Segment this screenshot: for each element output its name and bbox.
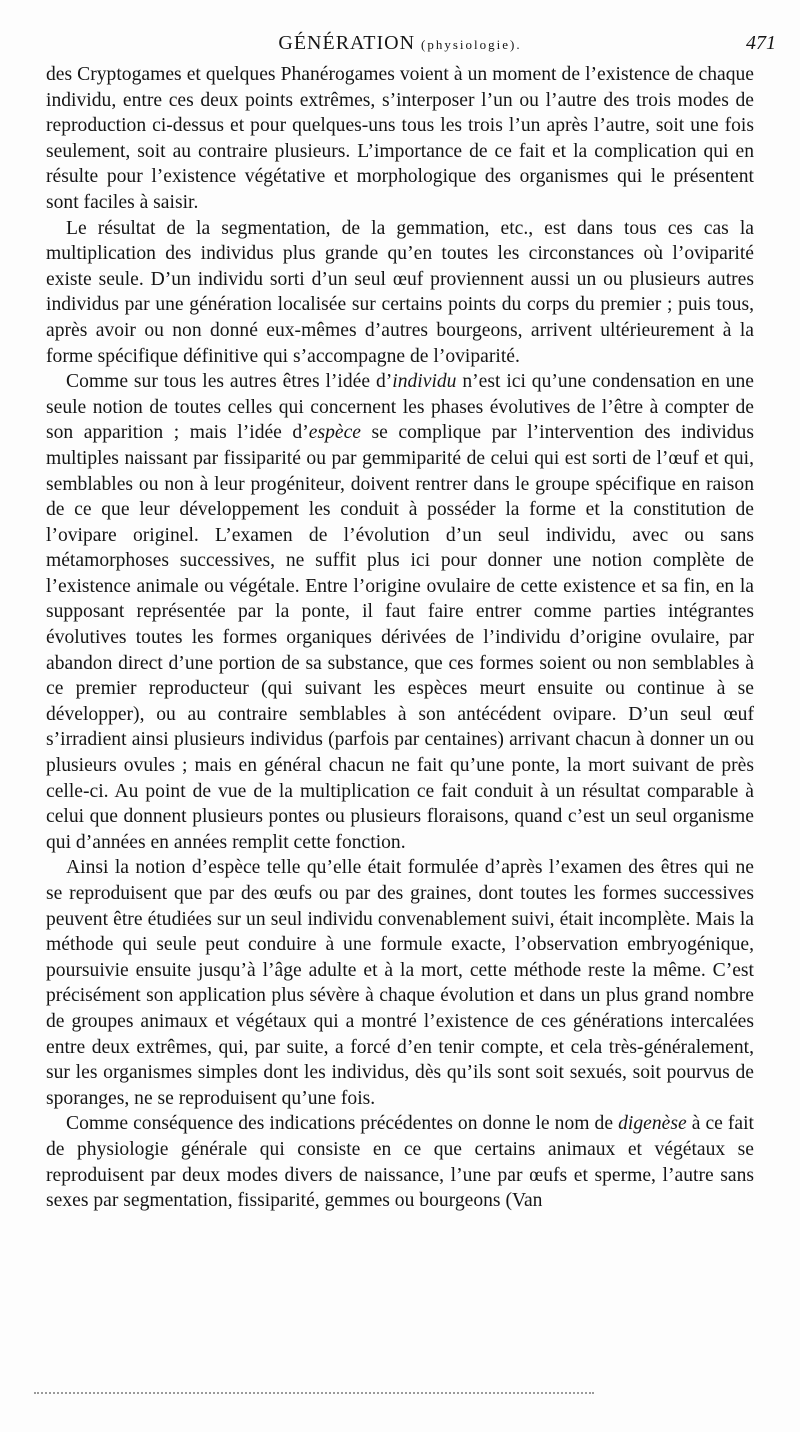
italic-term: espèce [308, 422, 361, 444]
text-run: à ce fait de physiologie générale qui consiste en ce que certains animaux et végétaux se reproduisent par deux modes divers de naissance, l’une par œufs et sperme, l’autre sans sexes par segmentation, fissiparité, gemmes ou bourgeons (Van [46, 1113, 754, 1212]
paragraph [46, 855, 754, 1111]
running-head [0, 30, 800, 60]
text-run: Le résultat de la segmentation, de la gemmation, etc., est dans tous ces cas la multiplication des individus plus grande qu’en toutes les circonstances où l’oviparité existe seule. D’un individu sorti d’un seul œuf proviennent aussi un ou plusieurs autres individus par une génération localisée sur certains points du corps du premier ; puis tous, après avoir ou non donné eux-mêmes d’autres bourgeons, arrivent ultérieurement à la forme spécifique définitive qui s’accompagne de l’oviparité. [46, 217, 754, 367]
page-number: 471 [746, 32, 776, 54]
text-run: Comme conséquence des indications précédentes on donne le nom de [66, 1113, 619, 1135]
paragraph [46, 62, 754, 216]
paragraph [46, 369, 754, 855]
text-run: se complique par l’intervention des individus multiples naissant par fissiparité ou par gemmiparité de celui qui est sorti de l’œuf et qui, semblables ou non à leur progéniteur, doivent rentrer dans le groupe spécifique en raison de ce que leur développement les conduit à posséder la forme et la constitution de l’ovipare originel. L’examen de l’évolution d’un seul individu, avec ou sans métamorphoses successives, ne suffit plus ici pour donner une notion complète de l’existence animale ou végétale. Entre l’origine ovulaire de cette existence et sa fin, en la supposant représentée par la ponte, il faut faire entrer comme parties intégrantes évolutives toutes les formes organiques dérivées de l’individu d’origine ovulaire, par abandon direct d’une portion de sa substance, que ces formes soient ou non semblables à ce premier reproducteur (qui suivant les espèces meurt ensuite ou continue à se développer), ou au contraire semblables à son antécédent ovipare. D’un seul œuf s’irradient ainsi plusieurs individus (parfois par centaines) arrivant chacun à donner un ou plusieurs ovules ; mais en général chacun ne fait qu’une ponte, la mort suivant de près celle-ci. Au point de vue de la multiplication ce fait conduit à un résultat comparable à celui que donnent plusieurs pontes ou plusieurs floraisons, quand c’est un seul organisme qui d’années en années remplit cette fonction. [46, 422, 754, 853]
paragraph [46, 216, 754, 370]
bottom-dotted-rule [34, 1392, 594, 1394]
body-text [46, 62, 754, 1214]
text-run: n’est ici qu’une condensation en une seule notion de toutes celles qui concernent les phases évolutives de l’être à compter de son apparition ; mais l’idée d’ [46, 371, 755, 444]
running-head-title [0, 32, 800, 55]
italic-term: individu [392, 371, 457, 393]
text-run: Ainsi la notion d’espèce telle qu’elle était formulée d’après l’examen des êtres qui ne se reproduisent que par des œufs ou par des graines, dont toutes les formes successives peuvent être étudiées sur un seul individu convenablement suivi, était incomplète. Mais la méthode qui seule peut conduire à une formule exacte, l’observation embryogénique, poursuivie ensuite jusqu’à l’âge adulte et à la mort, cette méthode reste la même. C’est précisément son application plus sévère à chaque évolution et dans un plus grand nombre de groupes animaux et végétaux qui a montré l’existence de ces générations intercalées entre deux extrêmes, qui, par suite, a forcé d’en tenir compte, et cela très-généralement, sur les organismes simples dont les individus, dès qu’ils sont soit sexués, soit pourvus de sporanges, ne se reproduisent qu’une fois. [46, 857, 754, 1109]
text-run: Comme sur tous les autres êtres l’idée d’ [66, 371, 393, 393]
running-head-main: GÉNÉRATION [278, 32, 416, 54]
running-head-subtitle: (physiologie). [421, 37, 522, 52]
paragraph [46, 1111, 754, 1213]
italic-term: digenèse [618, 1113, 687, 1135]
text-run: des Cryptogames et quelques Phanérogames voient à un moment de l’existence de chaque individu, entre ces deux points extrêmes, s’interposer l’un ou l’autre des trois modes de reproduction ci-dessus et pour quelques-uns tous les trois l’un après l’autre, soit une fois seulement, soit au contraire plusieurs. L’importance de ce fait et la complication qui en résulte pour l’existence végétative et morphologique des organismes qui le présentent sont faciles à saisir. [46, 64, 754, 213]
